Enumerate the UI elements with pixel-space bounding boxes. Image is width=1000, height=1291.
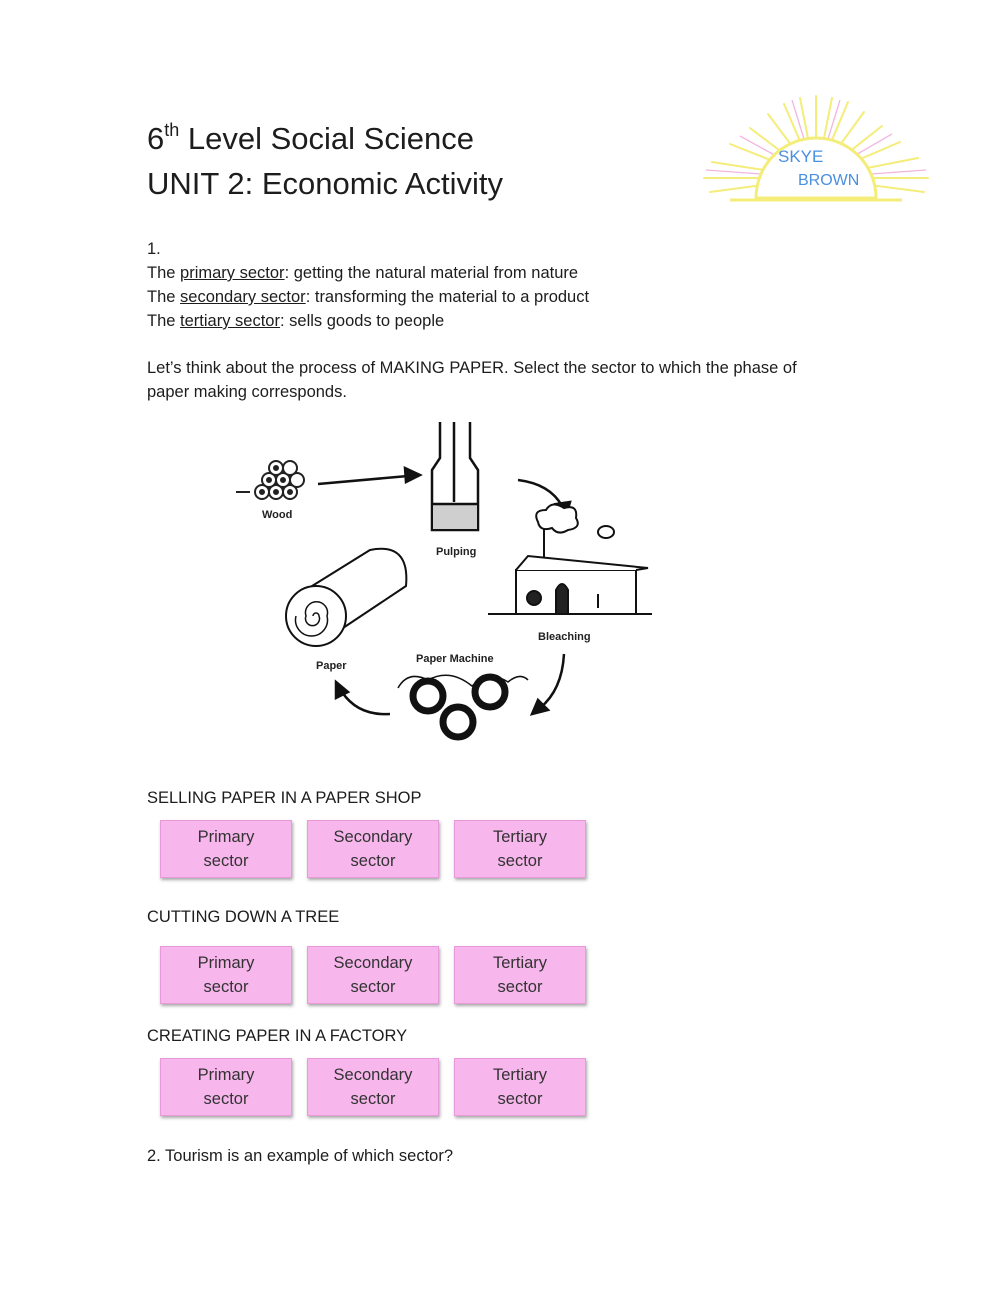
secondary-sector-definition: : transforming the material to a product bbox=[305, 288, 590, 306]
instruction-line1: Let’s think about the process of MAKING PAPER. Select the sector to which the phase of bbox=[147, 359, 797, 377]
question-label-cutting: CUTTING DOWN A TREE bbox=[147, 908, 340, 926]
option-primary-sector[interactable]: Primary sector bbox=[160, 1058, 292, 1116]
option-primary-sector[interactable]: Primary sector bbox=[160, 820, 292, 878]
paper-making-diagram bbox=[228, 418, 660, 750]
the-word: The bbox=[147, 312, 181, 330]
label-pulping: Pulping bbox=[436, 546, 477, 558]
question-label-creating: CREATING PAPER IN A FACTORY bbox=[147, 1027, 408, 1045]
title-rest: Level Social Science bbox=[179, 121, 474, 156]
title-superscript: th bbox=[164, 120, 180, 140]
option-secondary-sector[interactable]: Secondary sector bbox=[307, 820, 439, 878]
skye-brown-logo bbox=[700, 92, 932, 208]
page-title-line2: UNIT 2: Economic Activity bbox=[147, 166, 504, 201]
page-title-line1 bbox=[147, 120, 474, 158]
question-2-text: 2. Tourism is an example of which sector? bbox=[147, 1147, 453, 1165]
question-number-1: 1. bbox=[147, 240, 161, 258]
option-tertiary-sector[interactable]: Tertiary sector bbox=[454, 1058, 586, 1116]
label-bleaching: Bleaching bbox=[538, 631, 591, 643]
the-word: The bbox=[147, 264, 181, 282]
curved-arrow-up-icon bbox=[336, 682, 390, 714]
definition-primary bbox=[147, 261, 578, 285]
option-secondary-sector[interactable]: Secondary sector bbox=[307, 1058, 439, 1116]
primary-sector-term: primary sector bbox=[180, 264, 285, 282]
definition-secondary bbox=[147, 285, 589, 309]
arrow-right-icon bbox=[318, 468, 420, 484]
secondary-sector-term: secondary sector bbox=[180, 288, 306, 306]
wood-logs-icon bbox=[236, 461, 304, 499]
label-paper-machine: Paper Machine bbox=[416, 653, 494, 665]
question-label-selling: SELLING PAPER IN A PAPER SHOP bbox=[147, 789, 422, 807]
instruction-line2: paper making corresponds. bbox=[147, 383, 347, 401]
tertiary-sector-definition: : sells goods to people bbox=[279, 312, 445, 330]
the-word: The bbox=[147, 288, 181, 306]
logo-text-line2: BROWN bbox=[798, 172, 860, 189]
pulping-vessel-icon bbox=[432, 422, 478, 530]
option-tertiary-sector[interactable]: Tertiary sector bbox=[454, 820, 586, 878]
primary-sector-definition: : getting the natural material from nature bbox=[284, 264, 579, 282]
label-wood: Wood bbox=[262, 509, 293, 521]
paper-roll-icon bbox=[286, 549, 406, 646]
option-tertiary-sector[interactable]: Tertiary sector bbox=[454, 946, 586, 1004]
tertiary-sector-term: tertiary sector bbox=[180, 312, 280, 330]
definition-tertiary bbox=[147, 309, 444, 333]
option-primary-sector[interactable]: Primary sector bbox=[160, 946, 292, 1004]
label-paper: Paper bbox=[316, 660, 347, 672]
curved-arrow-down-icon bbox=[532, 654, 564, 714]
logo-text-line1: SKYE bbox=[778, 147, 824, 166]
title-number: 6 bbox=[147, 121, 165, 156]
paper-machine-rollers-icon bbox=[398, 675, 528, 737]
factory-icon bbox=[488, 504, 652, 614]
option-secondary-sector[interactable]: Secondary sector bbox=[307, 946, 439, 1004]
